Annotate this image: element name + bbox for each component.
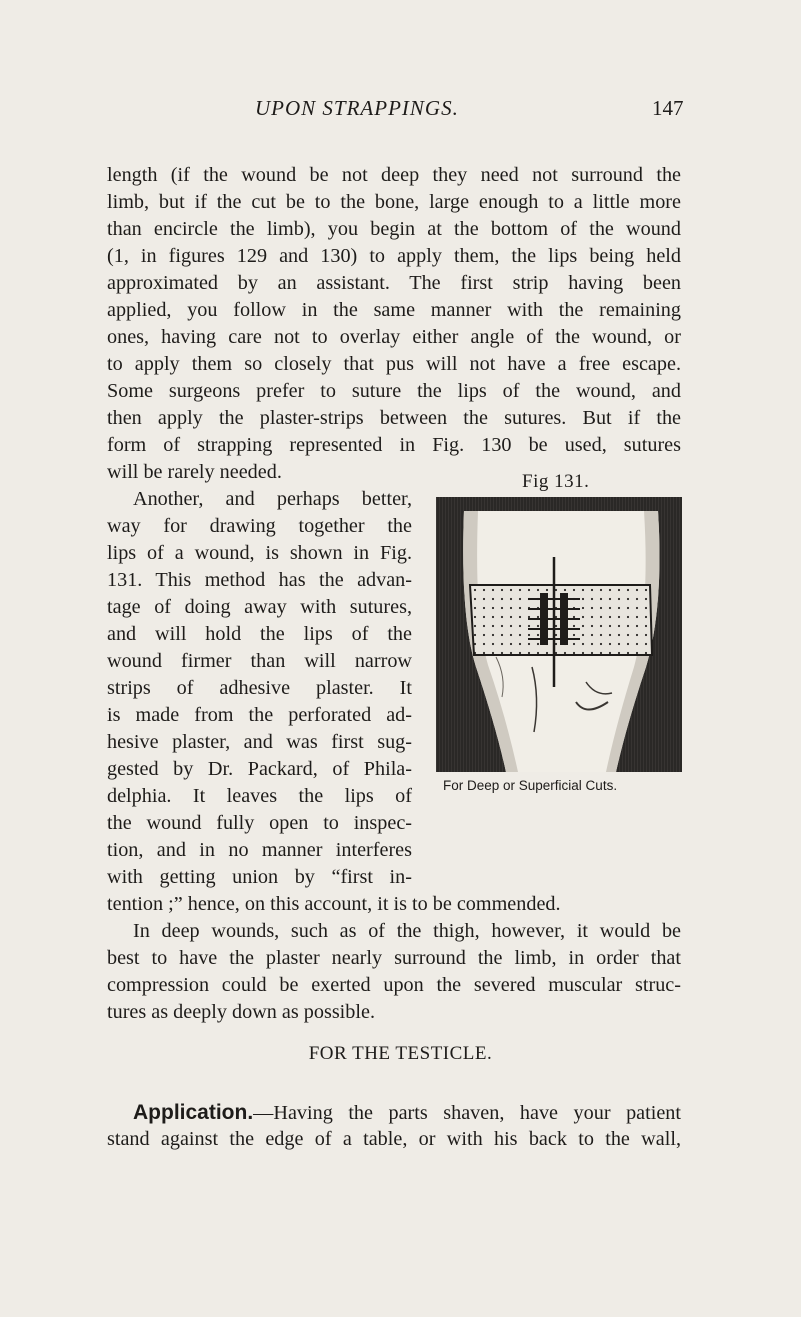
text-line: tures as deeply down as possible.	[107, 1001, 375, 1023]
text-line: lips of a wound, is shown in Fig.	[107, 542, 412, 564]
text-line: tion, and in no manner interferes	[107, 839, 412, 861]
text-line: ones, having care not to overlay either angle of the wound, or	[107, 326, 681, 348]
figure-caption: For Deep or Superficial Cuts.	[443, 778, 618, 793]
limb-wound-engraving	[436, 497, 682, 772]
text-line: tention ;” hence, on this account, it is to be commended.	[107, 893, 561, 915]
text-line: stand against the edge of a table, or with his back to the wall,	[107, 1128, 681, 1150]
text-line: In deep wounds, such as of the thigh, however, it would be	[133, 920, 681, 942]
text-line: tage of doing away with sutures,	[107, 596, 412, 618]
text-line: Another, and perhaps better,	[133, 488, 412, 510]
text-line: best to have the plaster nearly surround the limb, in order that	[107, 947, 681, 969]
text-line: Some surgeons prefer to suture the lips of the wound, and	[107, 380, 681, 402]
text-line: wound firmer than will narrow	[107, 650, 412, 672]
application-label: Application.	[133, 1101, 254, 1124]
application-text: —Having the parts shaven, have your patient	[253, 1102, 681, 1124]
text-line: compression could be exerted upon the severed muscular struc-	[107, 974, 681, 996]
text-line: than encircle the limb), you begin at the bottom of the wound	[107, 218, 681, 240]
text-line: approximated by an assistant. The first strip having been	[107, 272, 681, 294]
text-line: gested by Dr. Packard, of Phila-	[107, 758, 412, 780]
text-line: the wound fully open to inspec-	[107, 812, 412, 834]
text-line: delphia. It leaves the lips of	[107, 785, 412, 807]
text-line: then apply the plaster-strips between the sutures. But if the	[107, 407, 681, 429]
text-line: 131. This method has the advan-	[107, 569, 412, 591]
text-line: hesive plaster, and was first sug-	[107, 731, 412, 753]
text-line: applied, you follow in the same manner with the remaining	[107, 299, 681, 321]
text-line: to apply them so closely that pus will not have a free escape.	[107, 353, 681, 375]
section-heading: FOR THE TESTICLE.	[308, 1043, 493, 1064]
figure-131-illustration	[436, 497, 682, 772]
page-header	[0, 96, 801, 126]
text-line: and will hold the lips of the	[107, 623, 412, 645]
figure-label: Fig 131.	[522, 471, 590, 492]
text-line: way for drawing together the	[107, 515, 412, 537]
text-line: with getting union by “first in-	[107, 866, 412, 888]
text-line: form of strapping represented in Fig. 130 be used, sutures	[107, 434, 681, 456]
page-number: 147	[652, 96, 684, 120]
text-line: strips of adhesive plaster. It	[107, 677, 412, 699]
text-line: limb, but if the cut be to the bone, large enough to a little more	[107, 191, 681, 213]
running-head: UPON STRAPPINGS.	[255, 96, 459, 120]
text-line: length (if the wound be not deep they need not surround the	[107, 164, 681, 186]
text-line: will be rarely needed.	[107, 461, 282, 483]
text-line	[133, 1099, 681, 1127]
text-line: is made from the perforated ad-	[107, 704, 412, 726]
text-line: (1, in figures 129 and 130) to apply them, the lips being held	[107, 245, 681, 267]
